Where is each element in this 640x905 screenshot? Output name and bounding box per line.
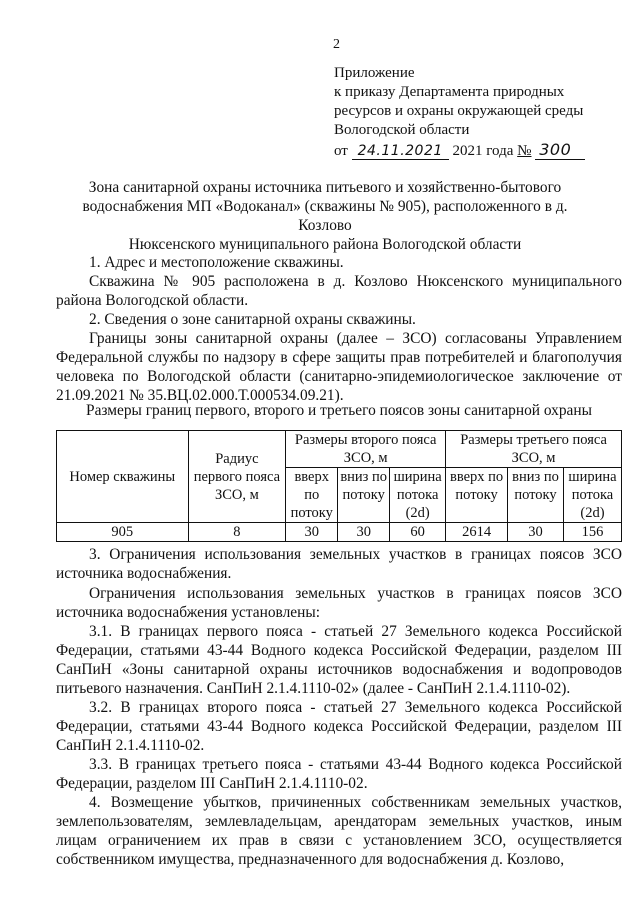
subheader-cell: вверх по потоку (286, 468, 338, 523)
table-row (57, 523, 622, 542)
table-cell: 8 (188, 523, 286, 542)
section-3-intro: Ограничения использования земельных участков в границах поясов ЗСО источника водоснабжения установлены: (56, 585, 622, 621)
page-number: 2 (333, 37, 340, 52)
table-cell: 905 (57, 523, 189, 542)
table-cell: 30 (508, 523, 564, 542)
table-cell: 30 (338, 523, 390, 542)
header-radius: Радиус первого пояса ЗСО, м (188, 431, 286, 523)
section-2-text: Границы зоны санитарной охраны (далее – ЗСО) согласованы Управлением Федеральной службы по надзору в сфере защиты прав потребителей и благополучия человека по Вологодской области (санитарно-эпидемиологическое заключение от 21.09.2021 № 35.ВЦ.02.000.Т.000534.09.21). (56, 330, 622, 404)
header-well-number: Номер скважины (57, 431, 189, 523)
table-caption: Размеры границ первого, второго и третьего поясов зоны санитарной охраны (86, 402, 592, 419)
table-cell: 156 (563, 523, 621, 542)
header-second-belt: Размеры второго пояса ЗСО, м (286, 431, 446, 468)
section-3-2: 3.2. В границах второго пояса - статьей 27 Земельного кодекса Российской Федерации, статьями 43-44 Водного кодекса Российской Федерации, разделом III СанПиН 2.1.4.1110-02. (56, 699, 622, 754)
title-line: водоснабжения МП «Водоканал» (скважины № 905), расположенного в д. Козлово (82, 198, 568, 234)
appendix-line: ресурсов и охраны окружающей среды (334, 103, 584, 119)
subheader-cell: ширина потока (2d) (563, 468, 621, 523)
subheader-cell: ширина потока (2d) (390, 468, 446, 523)
section-3-1: 3.1. В границах первого пояса - статьей 27 Земельного кодекса Российской Федерации, статьями 43-44 Водного кодекса Российской Федерации, разделом III СанПиН «Зоны санитарной охраны источников водоснабжения и водопроводов питьевого назначения. СанПиН 2.1.4.1110-02» (далее - СанПиН 2.1.4.1110-02). (56, 623, 622, 697)
table-header-row (57, 431, 622, 468)
handwritten-date: 24.11.2021 (352, 143, 449, 160)
subheader-cell: вверх по потоку (446, 468, 508, 523)
subheader-cell: вниз по потоку (508, 468, 564, 523)
header-third-belt: Размеры третьего пояса ЗСО, м (446, 431, 622, 468)
appendix-header (334, 64, 624, 161)
zso-table (56, 430, 622, 542)
from-prefix: от (334, 143, 348, 159)
title-line: Зона санитарной охраны источника питьевого и хозяйственно-бытового (88, 179, 562, 196)
section-1-text: Скважина № 905 расположена в д. Козлово Нюксенского муниципального района Вологодской области. (56, 273, 622, 309)
handwritten-number: 300 (535, 140, 585, 160)
table-cell: 30 (286, 523, 338, 542)
table-cell: 2614 (446, 523, 508, 542)
section-1-heading: 1. Адрес и местоположение скважины. (89, 254, 344, 271)
section-4: 4. Возмещение убытков, причиненных собственникам земельных участков, землепользователям, землевладельцам, арендаторам земельных участков, иным лицам ограничением их прав в связи с установлением ЗСО, осуществляется собственником имущества, предназначенного для водоснабжения д. Козлово, (56, 794, 622, 868)
subheader-cell: вниз по потоку (338, 468, 390, 523)
appendix-line: к приказу Департамента природных (334, 84, 565, 100)
year-text: 2021 года (452, 143, 514, 159)
title-line: Нюксенского муниципального района Вологодской области (128, 236, 522, 253)
table-cell: 60 (390, 523, 446, 542)
document-title (60, 178, 590, 254)
appendix-date-line (334, 140, 624, 161)
section-3-heading: 3. Ограничения использования земельных участков в границах поясов ЗСО источника водоснабжения. (56, 546, 622, 582)
appendix-line: Вологодской области (334, 122, 470, 138)
number-sign: № (517, 143, 532, 159)
appendix-line: Приложение (334, 65, 415, 81)
section-3-3: 3.3. В границах третьего пояса - статьями 43-44 Водного кодекса Российской Федерации, разделом III СанПиН 2.1.4.1110-02. (56, 756, 622, 792)
section-2-heading: 2. Сведения о зоне санитарной охраны скважины. (89, 311, 416, 328)
